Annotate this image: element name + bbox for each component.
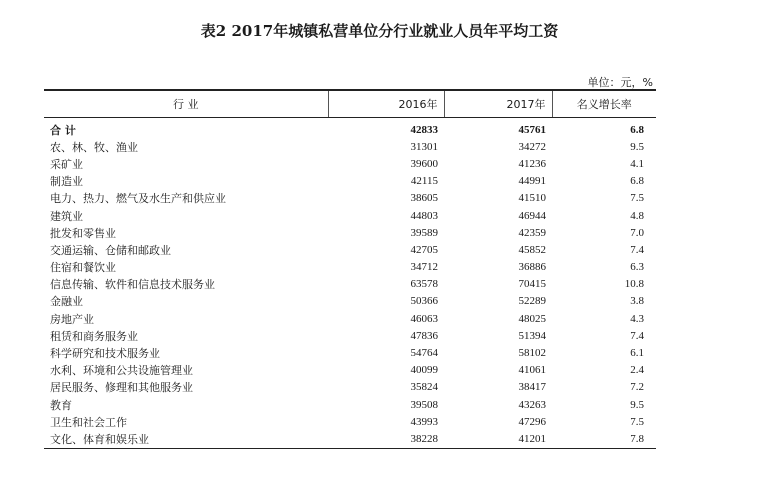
wage-2017-cell: 41061: [518, 364, 546, 377]
wage-2017-cell: 70415: [518, 278, 546, 291]
unit-note: 单位：元，%: [587, 76, 653, 89]
wage-2016-cell: 31301: [410, 140, 438, 153]
wage-2017-cell: 45852: [518, 243, 546, 256]
header-2016: 2016年: [328, 90, 444, 118]
table-title: 表2 2017年城镇私营单位分行业就业人员年平均工资: [200, 22, 559, 40]
industry-cell: 合 计: [50, 123, 76, 137]
wage-2016-cell: 39589: [410, 226, 438, 239]
table-row: [44, 379, 656, 396]
wage-2016-cell: 38228: [328, 430, 444, 448]
industry-cell: 水利、环境和公共设施管理业: [50, 364, 193, 378]
table-row: [44, 155, 656, 172]
wage-2017-cell: 36886: [518, 261, 546, 274]
wage-2017-cell: 45761: [518, 123, 546, 136]
industry-cell: 住宿和餐饮业: [50, 261, 116, 275]
wage-2016-cell: 44803: [410, 209, 438, 222]
header-growth-rate: 名义增长率: [552, 90, 656, 118]
table-row: [44, 293, 656, 310]
growth-rate-cell: 9.5: [630, 398, 644, 411]
growth-rate-cell: 7.5: [630, 415, 644, 428]
table-row-total: [44, 118, 656, 139]
growth-rate-cell: 3.8: [630, 295, 644, 308]
growth-rate-cell: 7.2: [630, 381, 644, 394]
wage-2017-cell: 44991: [518, 175, 546, 188]
wage-2016-cell: 42115: [410, 175, 438, 188]
table-row: [44, 344, 656, 361]
growth-rate-cell: 4.3: [630, 312, 644, 325]
wage-2016-cell: 40099: [410, 364, 438, 377]
industry-cell: 房地产业: [50, 312, 94, 326]
industry-cell: 制造业: [50, 175, 83, 189]
industry-cell: 电力、热力、燃气及水生产和供应业: [50, 192, 226, 206]
wage-2017-cell: 52289: [518, 295, 546, 308]
wage-2017-cell: 34272: [518, 140, 546, 153]
table-row: [44, 413, 656, 430]
growth-rate-cell: 7.0: [630, 226, 644, 239]
growth-rate-cell: 7.4: [630, 243, 644, 256]
industry-cell: 金融业: [50, 295, 83, 309]
wage-2016-cell: 43993: [410, 415, 438, 428]
growth-rate-cell: 7.4: [630, 329, 644, 342]
growth-rate-cell: 6.1: [630, 347, 644, 360]
wage-2017-cell: 47296: [518, 415, 546, 428]
growth-rate-cell: 6.8: [630, 123, 644, 136]
wage-2016-cell: 47836: [410, 329, 438, 342]
industry-cell: 采矿业: [50, 157, 83, 171]
industry-cell: 文化、体育和娱乐业: [44, 430, 328, 448]
wage-2016-cell: 35824: [410, 381, 438, 394]
industry-cell: 教育: [50, 398, 72, 412]
table-row: [44, 190, 656, 207]
wage-2016-cell: 54764: [410, 347, 438, 360]
table-row: [44, 310, 656, 327]
industry-cell: 租赁和商务服务业: [50, 329, 138, 343]
wage-2016-cell: 42705: [410, 243, 438, 256]
header-2017: 2017年: [444, 90, 552, 118]
wage-2017-cell: 48025: [518, 312, 546, 325]
growth-rate-cell: 6.3: [630, 261, 644, 274]
wage-2016-cell: 46063: [410, 312, 438, 325]
growth-rate-cell: 9.5: [630, 140, 644, 153]
table-row: [44, 207, 656, 224]
table-body: [44, 118, 656, 449]
table-row: [44, 173, 656, 190]
wage-table: [44, 89, 656, 449]
table-row: [44, 362, 656, 379]
wage-2017-cell: 41236: [518, 157, 546, 170]
growth-rate-cell: 10.8: [624, 278, 644, 291]
growth-rate-cell: 2.4: [630, 364, 644, 377]
wage-2016-cell: 42833: [410, 123, 438, 136]
table-row: [44, 276, 656, 293]
industry-cell: 交通运输、仓储和邮政业: [50, 243, 171, 257]
industry-cell: 农、林、牧、渔业: [50, 140, 138, 154]
wage-2017-cell: 41510: [518, 192, 546, 205]
growth-rate-cell: 7.5: [630, 192, 644, 205]
wage-2017-cell: 51394: [518, 329, 546, 342]
wage-2016-cell: 50366: [410, 295, 438, 308]
wage-2016-cell: 34712: [410, 261, 438, 274]
wage-2017-cell: 43263: [518, 398, 546, 411]
table-row: [44, 224, 656, 241]
wage-2016-cell: 39508: [410, 398, 438, 411]
wage-2016-cell: 38605: [410, 192, 438, 205]
wage-2017-cell: 42359: [518, 226, 546, 239]
industry-cell: 建筑业: [50, 209, 83, 223]
table-row: [44, 259, 656, 276]
table-row: [44, 327, 656, 344]
wage-2017-cell: 46944: [518, 209, 546, 222]
growth-rate-cell: 4.1: [630, 157, 644, 170]
table-row: [44, 430, 656, 448]
wage-2016-cell: 39600: [410, 157, 438, 170]
table-header-row: [44, 90, 656, 118]
wage-2016-cell: 63578: [410, 278, 438, 291]
growth-rate-cell: 7.8: [552, 430, 656, 448]
wage-2017-cell: 58102: [518, 347, 546, 360]
industry-cell: 居民服务、修理和其他服务业: [50, 381, 193, 395]
header-industry: 行 业: [44, 90, 328, 118]
industry-cell: 批发和零售业: [50, 226, 116, 240]
wage-2017-cell: 38417: [518, 381, 546, 394]
industry-cell: 卫生和社会工作: [50, 415, 127, 429]
table-row: [44, 396, 656, 413]
table-row: [44, 241, 656, 258]
industry-cell: 信息传输、软件和信息技术服务业: [50, 278, 215, 292]
growth-rate-cell: 6.8: [630, 175, 644, 188]
industry-cell: 科学研究和技术服务业: [50, 347, 160, 361]
table-row: [44, 138, 656, 155]
wage-2017-cell: 41201: [444, 430, 552, 448]
growth-rate-cell: 4.8: [630, 209, 644, 222]
